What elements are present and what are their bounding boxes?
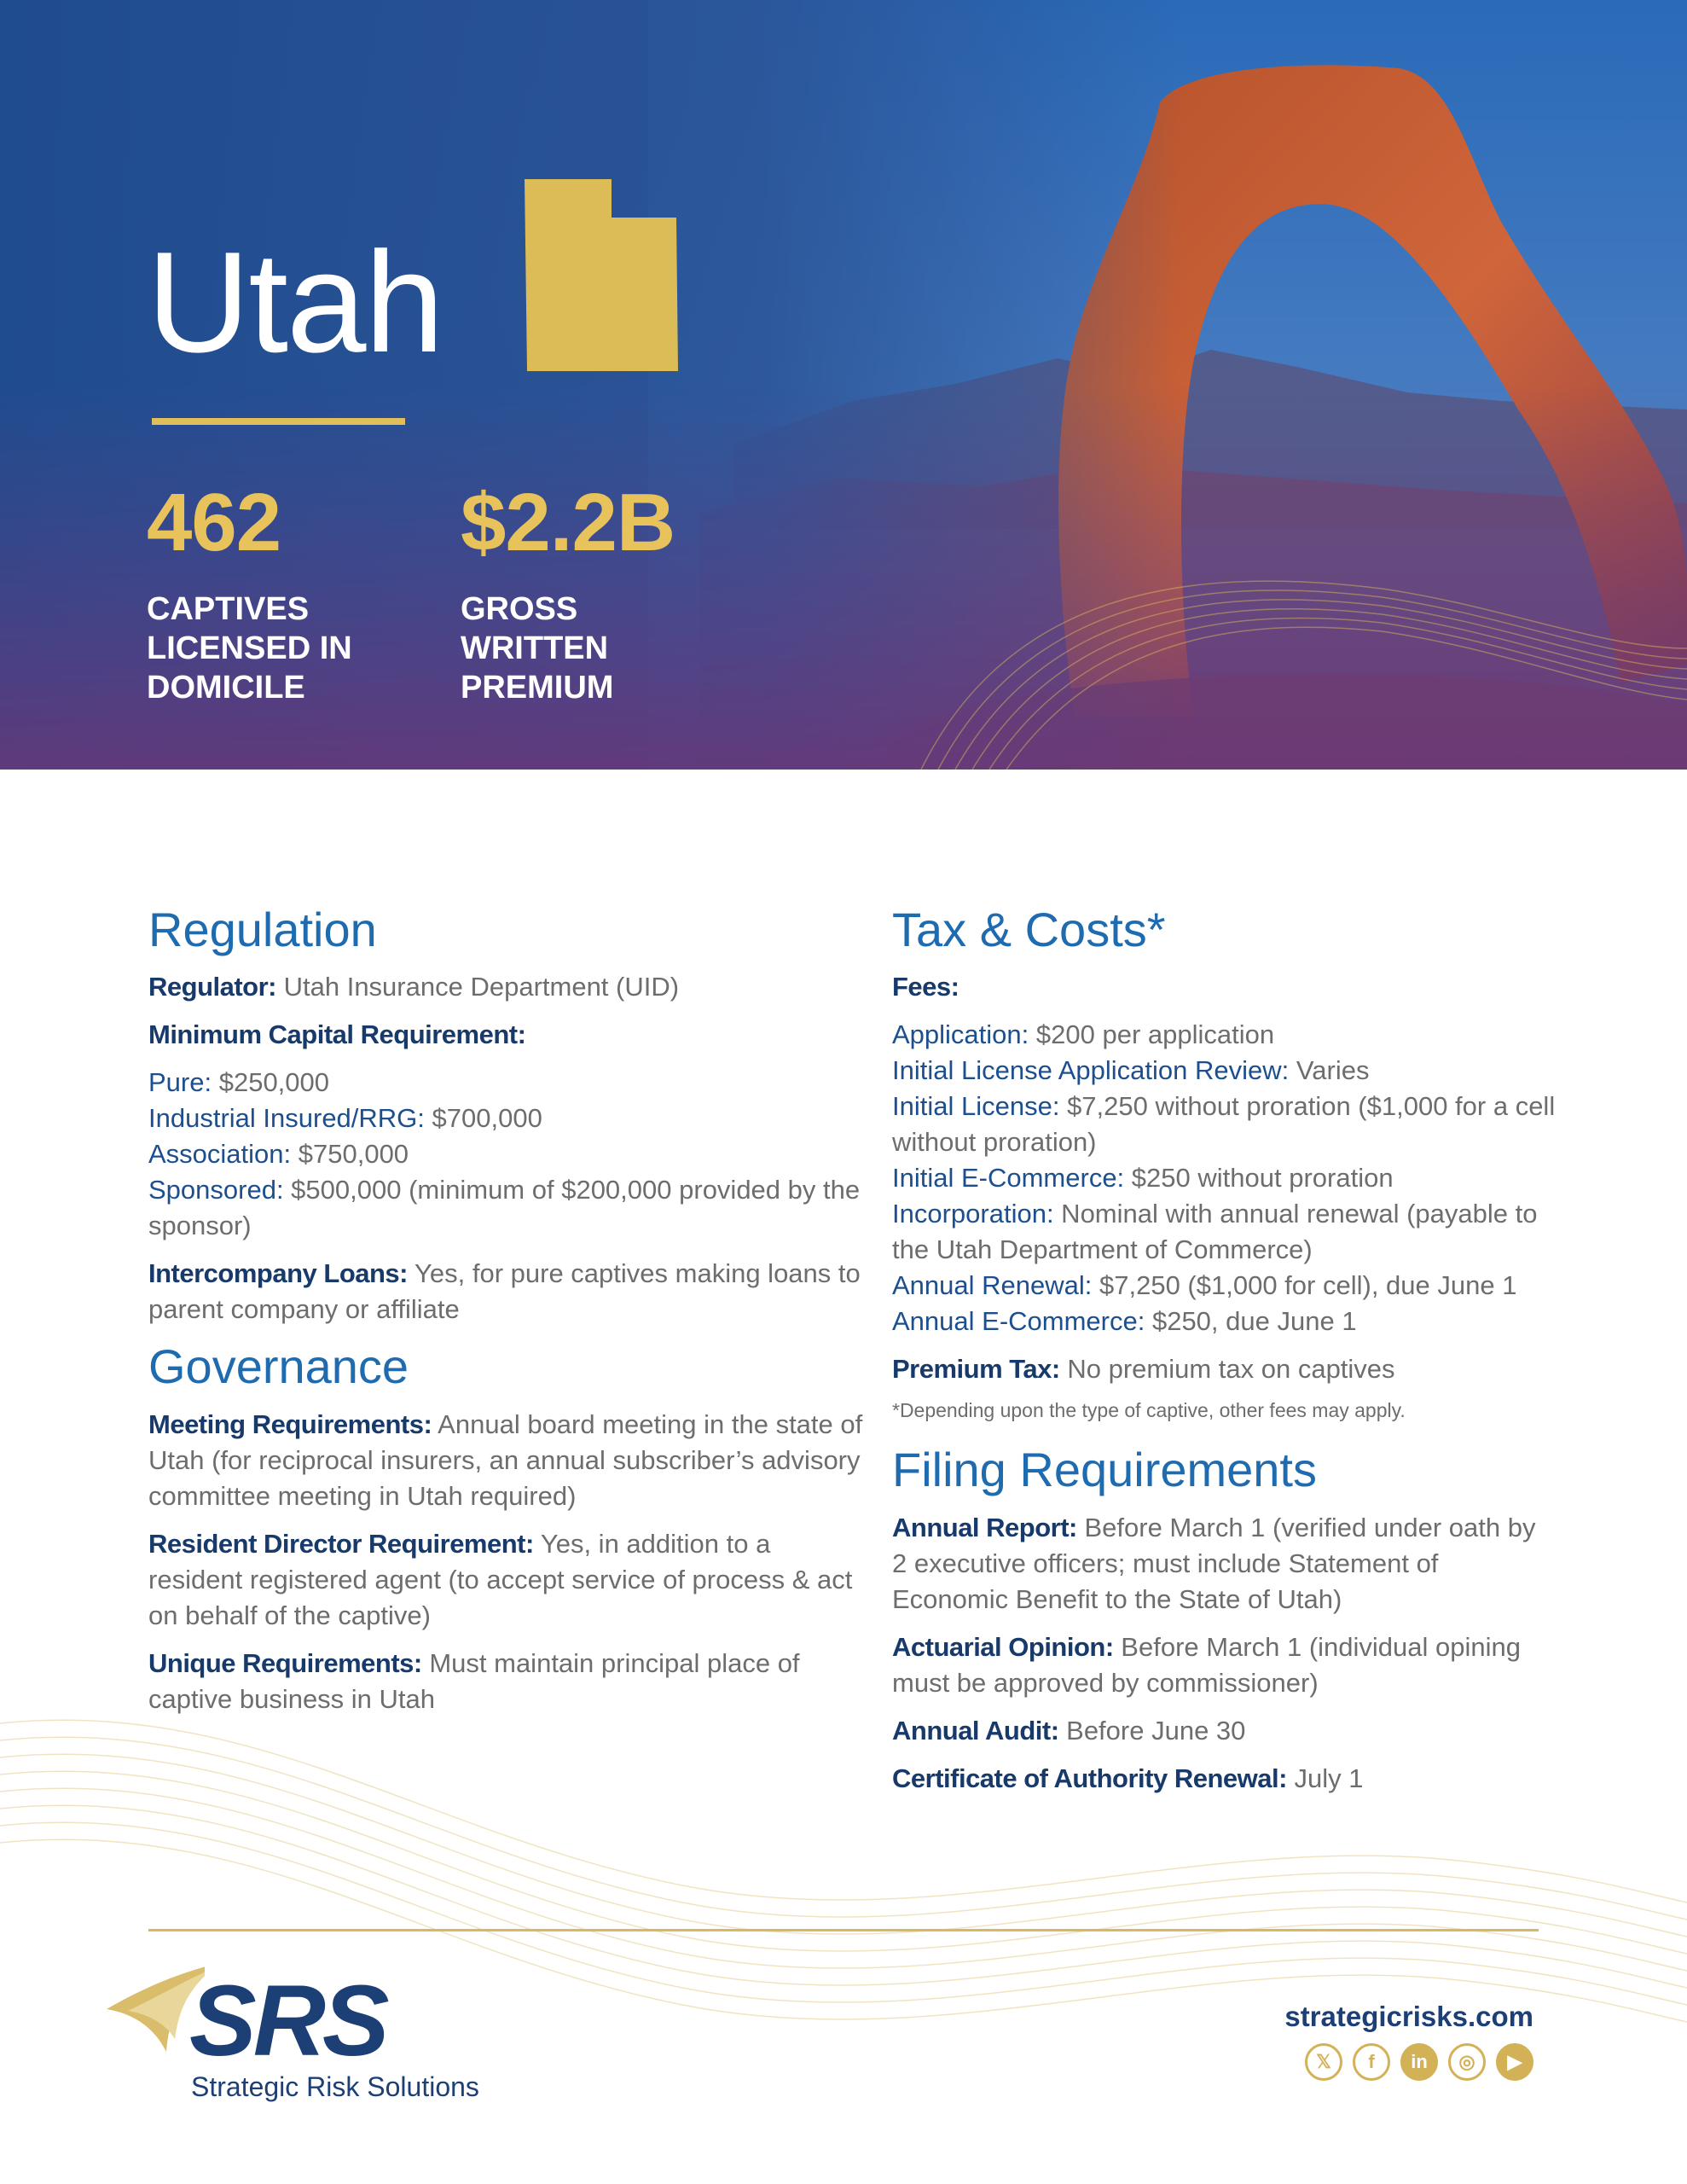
fee-value: $7,250 without proration ($1,000 for a cell without proration) [892, 1091, 1556, 1158]
filing-value: July 1 [1286, 1763, 1364, 1793]
capital-value: $700,000 [424, 1103, 542, 1134]
facebook-icon[interactable]: f [1353, 2043, 1390, 2081]
fees-footnote: *Depending upon the type of captive, other fees may apply. [892, 1399, 1406, 1422]
filing-value: Before March 1 (individual opining must be approved by commissioner) [892, 1631, 1522, 1698]
loans-value: Yes, for pure captives making loans to parent company or affiliate [148, 1258, 861, 1325]
fee-label: Annual E-Commerce: [892, 1306, 1145, 1337]
right-column [892, 903, 1557, 1809]
meeting-row [148, 1407, 865, 1514]
fee-label: Annual Renewal: [892, 1270, 1093, 1301]
stat-value: $2.2B [461, 477, 675, 568]
srs-logo-subtitle: Strategic Risk Solutions [191, 2071, 479, 2102]
director-label: Resident Director Requirement: [148, 1528, 534, 1559]
x-icon[interactable]: 𝕏 [1305, 2043, 1342, 2081]
fee-item [892, 1304, 1557, 1339]
fee-label: Initial License: [892, 1091, 1060, 1122]
fee-label: Initial E-Commerce: [892, 1163, 1125, 1194]
unique-value: Must maintain principal place of captive business in Utah [148, 1647, 800, 1714]
regulator-value: Utah Insurance Department (UID) [276, 972, 680, 1002]
fee-item [892, 1160, 1557, 1196]
fee-value: $250, due June 1 [1145, 1306, 1357, 1337]
regulator-label: Regulator: [148, 972, 276, 1002]
fee-value: $200 per application [1029, 1019, 1275, 1050]
filing-label: Annual Audit: [892, 1715, 1059, 1745]
fees-label: Fees: [892, 972, 959, 1002]
instagram-icon[interactable]: ◎ [1448, 2043, 1486, 2081]
filing-item [892, 1761, 1557, 1797]
capital-value: $500,000 (minimum of $200,000 provided by the sponsor) [148, 1175, 861, 1241]
filing-label: Actuarial Opinion: [892, 1631, 1114, 1662]
fee-value: Varies [1289, 1055, 1370, 1086]
social-links [1305, 2043, 1533, 2081]
premium-tax-row [892, 1351, 1557, 1387]
stat-value: 462 [147, 477, 281, 568]
director-row [148, 1526, 865, 1634]
fee-label: Application: [892, 1019, 1029, 1050]
min-capital-row [148, 1017, 865, 1053]
unique-row [148, 1646, 865, 1717]
fee-label: Initial License Application Review: [892, 1055, 1290, 1086]
capital-item [148, 1101, 865, 1136]
capital-value: $250,000 [212, 1067, 330, 1098]
premium-tax-value: No premium tax on captives [1059, 1354, 1395, 1385]
fee-item [892, 1053, 1557, 1089]
capital-item [148, 1136, 865, 1172]
director-value: Yes, in addition to a resident registered agent (to accept service of process & act on behalf of the captive) [148, 1528, 853, 1630]
loans-row [148, 1256, 865, 1327]
tax-heading: Tax & Costs* [892, 903, 1166, 956]
hero-banner [0, 0, 1687, 770]
stat-premium [461, 477, 682, 707]
srs-logo-text: SRS [189, 1965, 386, 2077]
fee-item [892, 1196, 1557, 1268]
capital-label: Sponsored: [148, 1175, 284, 1205]
fee-value: $7,250 ($1,000 for cell), due June 1 [1092, 1270, 1517, 1301]
fee-item [892, 1017, 1557, 1053]
meeting-value: Annual board meeting in the state of Utah (for reciprocal insurers, an annual subscriber’s advisory committee meeting in Utah required) [148, 1409, 863, 1511]
fee-value: Nominal with annual renewal (payable to the Utah Department of Commerce) [892, 1199, 1538, 1265]
filing-heading: Filing Requirements [892, 1443, 1317, 1497]
fee-item [892, 1089, 1557, 1160]
utah-map-icon [525, 179, 678, 371]
filing-value: Before March 1 (verified under oath by 2 executive officers; must include Statement of Economic Benefit to the State of Utah) [892, 1512, 1536, 1614]
capital-item [148, 1065, 865, 1101]
governance-heading: Governance [148, 1339, 409, 1394]
footer-divider [148, 1929, 1539, 1931]
filing-item [892, 1510, 1557, 1618]
fees-list [892, 1017, 1557, 1339]
filing-item [892, 1713, 1557, 1749]
premium-tax-label: Premium Tax: [892, 1354, 1060, 1385]
regulator-row [148, 969, 865, 1005]
filing-value: Before June 30 [1058, 1715, 1246, 1745]
stat-label: GROSS WRITTEN PREMIUM [461, 591, 614, 706]
capital-value: $750,000 [291, 1139, 409, 1170]
capital-label: Pure: [148, 1067, 212, 1098]
capital-item [148, 1172, 865, 1244]
website-link[interactable]: strategicrisks.com [1284, 2001, 1533, 2032]
youtube-icon[interactable]: ▶ [1496, 2043, 1533, 2081]
filing-label: Certificate of Authority Renewal: [892, 1763, 1287, 1793]
regulation-heading: Regulation [148, 903, 377, 956]
fee-item [892, 1268, 1557, 1304]
loans-label: Intercompany Loans: [148, 1258, 408, 1289]
meeting-label: Meeting Requirements: [148, 1409, 432, 1439]
left-column [148, 903, 865, 1729]
fees-row [892, 969, 1557, 1005]
capital-label: Association: [148, 1139, 292, 1170]
fee-value: $250 without proration [1124, 1163, 1394, 1194]
capital-list [148, 1065, 865, 1244]
linkedin-icon[interactable]: in [1400, 2043, 1438, 2081]
stat-label: CAPTIVES LICENSED IN DOMICILE [147, 591, 352, 706]
filing-label: Annual Report: [892, 1512, 1077, 1542]
state-title: Utah [147, 222, 443, 382]
filing-item [892, 1629, 1557, 1701]
min-capital-label: Minimum Capital Requirement: [148, 1019, 526, 1050]
unique-label: Unique Requirements: [148, 1647, 422, 1678]
fee-label: Incorporation: [892, 1199, 1054, 1229]
capital-label: Industrial Insured/RRG: [148, 1103, 425, 1134]
title-underline [152, 418, 405, 425]
stat-captives [147, 477, 368, 707]
